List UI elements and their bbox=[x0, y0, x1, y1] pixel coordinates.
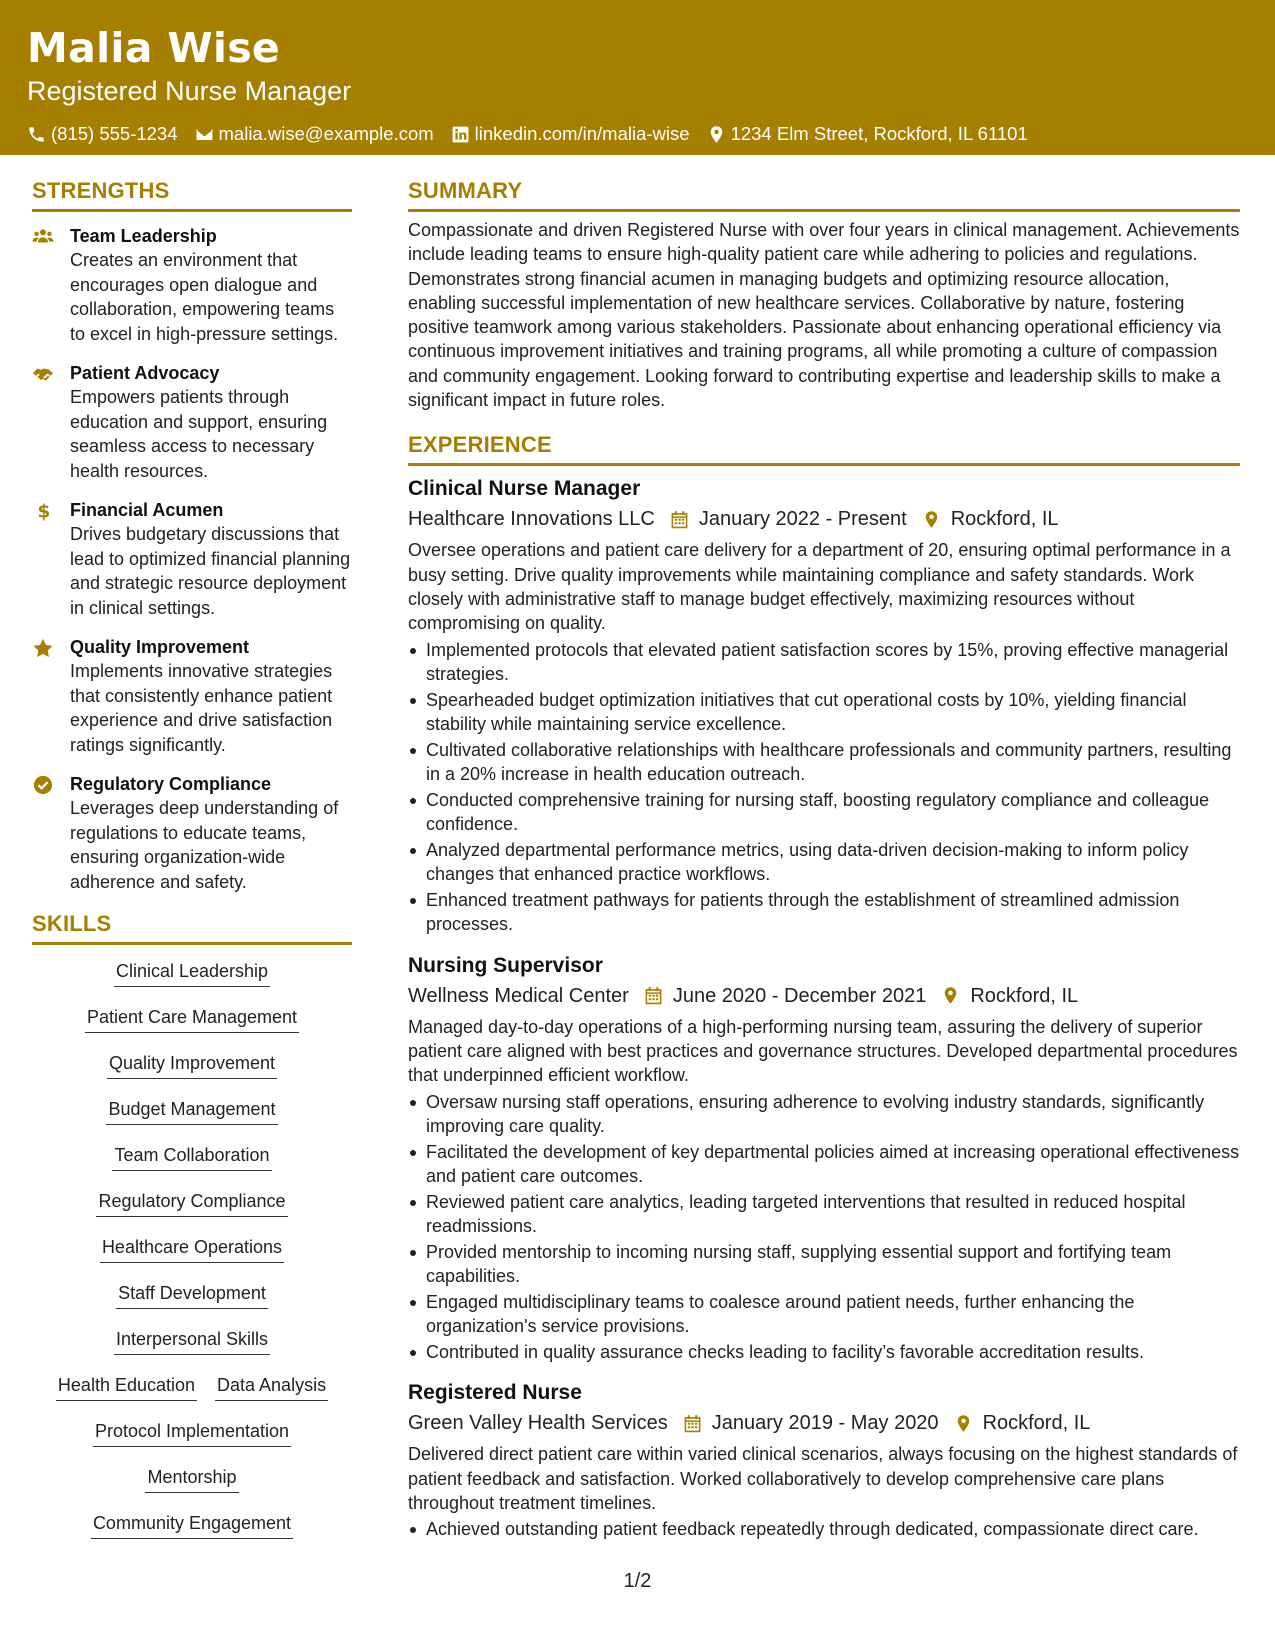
candidate-name: Malia Wise bbox=[27, 24, 281, 72]
job-entry bbox=[408, 951, 1240, 1365]
job-company: Green Valley Health Services bbox=[408, 1412, 668, 1435]
skill-tag: Clinical Leadership bbox=[114, 959, 270, 987]
strength-item bbox=[32, 224, 352, 346]
skill-tag: Health Education bbox=[56, 1373, 197, 1401]
phone-icon bbox=[27, 125, 46, 144]
contact-address bbox=[707, 122, 1028, 146]
strength-item bbox=[32, 361, 352, 483]
skill-tag: Healthcare Operations bbox=[100, 1235, 284, 1263]
job-location: Rockford, IL bbox=[950, 508, 1059, 531]
strength-description: Creates an environment that encourages open dialogue and collaboration, empowering teams to excel in high-pressure settings. bbox=[70, 250, 339, 344]
job-bullets bbox=[408, 638, 1240, 937]
strength-item bbox=[32, 772, 352, 894]
skills-heading: SKILLS bbox=[32, 909, 352, 945]
page-number: 1/2 bbox=[623, 1570, 652, 1592]
bullet-item: Engaged multidisciplinary teams to coalesce around patient needs, further enhancing the organization's service provisions. bbox=[408, 1290, 1240, 1339]
map-pin-icon bbox=[941, 986, 960, 1005]
address-text: 1234 Elm Street, Rockford, IL 61101 bbox=[730, 123, 1028, 144]
job-dates: January 2022 - Present bbox=[698, 508, 907, 531]
linkedin-text: linkedin.com/in/malia-wise bbox=[474, 123, 690, 144]
job-meta bbox=[408, 1409, 1240, 1437]
skill-tag: Patient Care Management bbox=[85, 1005, 299, 1033]
summary-text: Compassionate and driven Registered Nurse with over four years in clinical management. Achievements include leading teams to ensure high-quality patient care while adhering to policies and regulations. Demonstrates strong financial acumen in managing budgets and optimizing resource allocation, enabling successful implementation of new healthcare services. Collaborative by nature, fostering positive teamwork among various stakeholders. Passionate about enhancing operational efficiency via continuous improvement initiatives and training programs, all while promoting a culture of compassion and community engagement. Looking forward to contributing expertise and leadership skills to make a significant impact in future roles. bbox=[408, 220, 1240, 411]
bullet-item: Spearheaded budget optimization initiatives that cut operational costs by 10%, yielding financial stability while maintaining service excellence. bbox=[408, 688, 1240, 737]
map-pin-icon bbox=[954, 1414, 973, 1433]
resume-header bbox=[0, 0, 1275, 155]
star-icon bbox=[32, 638, 54, 658]
skill-tag: Staff Development bbox=[116, 1281, 268, 1309]
strength-title: Patient Advocacy bbox=[70, 363, 220, 383]
linkedin-icon bbox=[451, 125, 470, 144]
skill-tag: Data Analysis bbox=[215, 1373, 328, 1401]
job-entry bbox=[408, 1378, 1240, 1541]
bullet-item: Analyzed departmental performance metrics, using data-driven decision-making to inform policy changes that enhanced practice workflows. bbox=[408, 838, 1240, 887]
job-dates: June 2020 - December 2021 bbox=[672, 984, 927, 1007]
calendar-icon bbox=[670, 510, 689, 529]
dollar-icon bbox=[32, 501, 54, 521]
job-bullets bbox=[408, 1090, 1240, 1365]
contact-phone[interactable] bbox=[27, 122, 178, 146]
bullet-item: Cultivated collaborative relationships with healthcare professionals and community partners, resulting in a 20% increase in health education outreach. bbox=[408, 738, 1240, 787]
bullet-item: Achieved outstanding patient feedback repeatedly through dedicated, compassionate direct care. bbox=[408, 1517, 1240, 1541]
bullet-item: Provided mentorship to incoming nursing staff, supplying essential support and fortifying team capabilities. bbox=[408, 1240, 1240, 1289]
job-description: Managed day-to-day operations of a high-performing nursing team, assuring the delivery of superior patient care aligned with best practices and governance structures. Developed departmental procedures that underpinned efficient workflow. bbox=[408, 1016, 1238, 1086]
bullet-item: Oversaw nursing staff operations, ensuring adherence to evolving industry standards, significantly improving care quality. bbox=[408, 1090, 1240, 1139]
handshake-icon bbox=[32, 364, 54, 384]
skill-tag: Regulatory Compliance bbox=[96, 1189, 287, 1217]
job-meta bbox=[408, 982, 1240, 1010]
job-company: Healthcare Innovations LLC bbox=[408, 508, 655, 531]
left-column bbox=[32, 176, 352, 1557]
bullet-item: Enhanced treatment pathways for patients through the establishment of streamlined admission processes. bbox=[408, 888, 1240, 937]
skill-tag: Quality Improvement bbox=[107, 1051, 277, 1079]
check-circle-icon bbox=[32, 775, 54, 795]
summary-heading: SUMMARY bbox=[408, 176, 1240, 212]
job-company: Wellness Medical Center bbox=[408, 984, 629, 1007]
users-icon bbox=[32, 227, 54, 247]
skill-tag: Interpersonal Skills bbox=[114, 1327, 270, 1355]
calendar-icon bbox=[683, 1414, 702, 1433]
svg-text:$: $ bbox=[37, 501, 51, 521]
bullet-item: Implemented protocols that elevated patient satisfaction scores by 15%, proving effective managerial strategies. bbox=[408, 638, 1240, 687]
strengths-heading: STRENGTHS bbox=[32, 176, 352, 212]
map-pin-icon bbox=[707, 125, 726, 144]
bullet-item: Conducted comprehensive training for nursing staff, boosting regulatory compliance and colleague confidence. bbox=[408, 788, 1240, 837]
skill-tag: Protocol Implementation bbox=[93, 1419, 291, 1447]
email-text: malia.wise@example.com bbox=[218, 123, 434, 144]
job-title: Clinical Nurse Manager bbox=[408, 477, 641, 501]
bullet-item: Facilitated the development of key departmental policies aimed at increasing operational effectiveness and patient care outcomes. bbox=[408, 1140, 1240, 1189]
job-location: Rockford, IL bbox=[970, 984, 1079, 1007]
job-location: Rockford, IL bbox=[982, 1412, 1091, 1435]
calendar-icon bbox=[644, 986, 663, 1005]
right-column bbox=[408, 176, 1240, 1543]
job-meta bbox=[408, 505, 1240, 533]
strength-item bbox=[32, 498, 352, 620]
envelope-icon bbox=[195, 125, 214, 144]
contact-email[interactable] bbox=[195, 122, 434, 146]
strength-title: Quality Improvement bbox=[70, 637, 250, 657]
skill-tag: Community Engagement bbox=[91, 1511, 293, 1539]
experience-heading: EXPERIENCE bbox=[408, 430, 1240, 466]
strength-title: Regulatory Compliance bbox=[70, 774, 272, 794]
bullet-item: Reviewed patient care analytics, leading targeted interventions that resulted in reduced hospital readmissions. bbox=[408, 1190, 1240, 1239]
strengths-list bbox=[32, 224, 352, 894]
job-description: Oversee operations and patient care delivery for a department of 20, ensuring optimal performance in a busy setting. Drive quality improvements while maintaining compliance and safety standards. Work closely with administrative staff to manage budget effectively, maximizing resources without compromising on quality. bbox=[408, 540, 1231, 634]
strength-description: Implements innovative strategies that consistently enhance patient experience and drive satisfaction ratings significantly. bbox=[70, 661, 333, 755]
skill-tag: Team Collaboration bbox=[112, 1143, 271, 1171]
strength-title: Team Leadership bbox=[70, 226, 217, 246]
job-bullets bbox=[408, 1517, 1240, 1541]
strength-description: Drives budgetary discussions that lead to optimized financial planning and strategic resource deployment in clinical settings. bbox=[70, 524, 351, 618]
strength-description: Empowers patients through education and support, ensuring seamless access to necessary health resources. bbox=[70, 387, 328, 481]
contact-bar bbox=[27, 122, 1248, 146]
skills-list bbox=[32, 959, 352, 1557]
job-title: Registered Nurse bbox=[408, 1381, 582, 1405]
strength-description: Leverages deep understanding of regulations to educate teams, ensuring organization-wide adherence and safety. bbox=[70, 798, 339, 892]
bullet-item: Contributed in quality assurance checks leading to facility’s favorable accreditation results. bbox=[408, 1340, 1240, 1364]
skill-tag: Budget Management bbox=[106, 1097, 277, 1125]
strength-item bbox=[32, 635, 352, 757]
candidate-role: Registered Nurse Manager bbox=[27, 76, 352, 106]
job-entry bbox=[408, 474, 1240, 936]
job-description: Delivered direct patient care within varied clinical scenarios, always focusing on the highest standards of patient feedback and satisfaction. Worked collaboratively to develop comprehensive care plans throughout treatment timelines. bbox=[408, 1444, 1238, 1513]
strength-title: Financial Acumen bbox=[70, 500, 224, 520]
skill-tag: Mentorship bbox=[145, 1465, 238, 1493]
job-dates: January 2019 - May 2020 bbox=[711, 1412, 939, 1435]
contact-linkedin[interactable] bbox=[451, 122, 690, 146]
phone-text: (815) 555-1234 bbox=[51, 123, 178, 144]
map-pin-icon bbox=[922, 510, 941, 529]
job-title: Nursing Supervisor bbox=[408, 953, 603, 977]
